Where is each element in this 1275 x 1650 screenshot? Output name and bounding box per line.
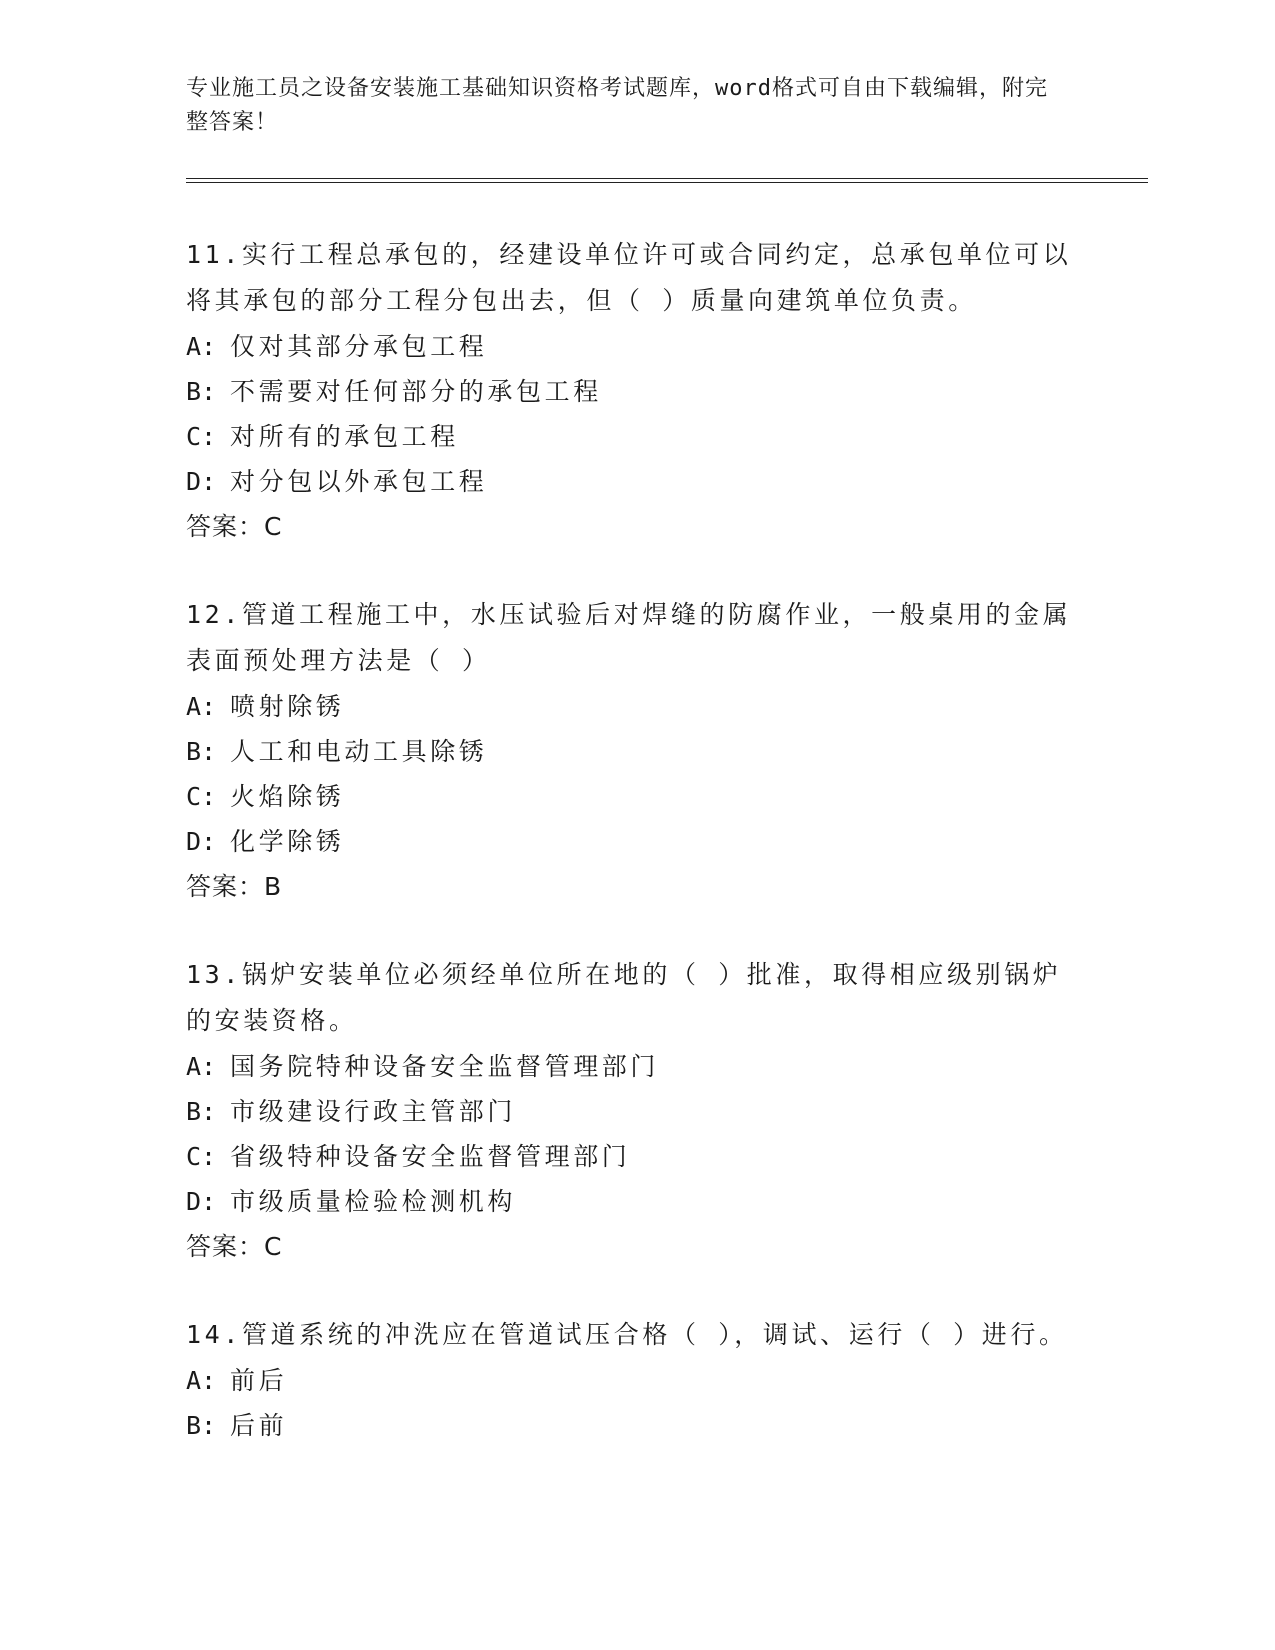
option-a [186, 684, 1086, 729]
option-c [186, 774, 1086, 819]
option-text: 对分包以外承包工程 [230, 467, 488, 496]
option-text: 对所有的承包工程 [230, 422, 459, 451]
option-text: 化学除锈 [230, 827, 345, 856]
option-a [186, 1044, 1086, 1089]
option-text: 后前 [230, 1411, 288, 1440]
option-letter: B: [186, 1411, 217, 1440]
question-13 [186, 952, 1086, 1270]
question-12 [186, 592, 1086, 910]
option-letter: C: [186, 782, 217, 811]
option-letter: B: [186, 737, 217, 766]
option-letter: A: [186, 332, 217, 361]
option-c [186, 1134, 1086, 1179]
option-d [186, 819, 1086, 864]
option-a [186, 1358, 1086, 1403]
option-b [186, 1089, 1086, 1134]
option-letter: C: [186, 1142, 217, 1171]
option-b [186, 1403, 1086, 1448]
answer-line: 答案：B [186, 872, 283, 901]
option-text: 仅对其部分承包工程 [230, 332, 488, 361]
document-header: 专业施工员之设备安装施工基础知识资格考试题库，word格式可自由下载编辑，附完整答案！ [186, 76, 1048, 135]
option-d [186, 1179, 1086, 1224]
header-double-rule [186, 178, 1148, 183]
question-14 [186, 1312, 1086, 1448]
option-text: 市级建设行政主管部门 [230, 1097, 517, 1126]
question-stem: 14.管道系统的冲洗应在管道试压合格（ ），调试、运行（ ）进行。 [186, 1320, 1068, 1349]
answer-line: 答案：C [186, 512, 283, 541]
option-text: 前后 [230, 1366, 288, 1395]
question-stem: 12.管道工程施工中，水压试验后对焊缝的防腐作业，一般桌用的金属表面预处理方法是（ ） [186, 600, 1072, 675]
option-text: 省级特种设备安全监督管理部门 [230, 1142, 631, 1171]
option-text: 喷射除锈 [230, 692, 345, 721]
option-letter: D: [186, 827, 217, 856]
option-letter: A: [186, 1052, 217, 1081]
option-text: 人工和电动工具除锈 [230, 737, 488, 766]
option-b [186, 369, 1086, 414]
option-letter: A: [186, 1366, 217, 1395]
answer-line: 答案：C [186, 1232, 283, 1261]
option-text: 火焰除锈 [230, 782, 345, 811]
option-c [186, 414, 1086, 459]
option-b [186, 729, 1086, 774]
question-11 [186, 232, 1086, 550]
question-stem: 11.实行工程总承包的，经建设单位许可或合同约定，总承包单位可以将其承包的部分工程分包出去，但（ ）质量向建筑单位负责。 [186, 240, 1072, 315]
option-text: 不需要对任何部分的承包工程 [230, 377, 602, 406]
option-a [186, 324, 1086, 369]
option-letter: B: [186, 377, 217, 406]
question-list [186, 232, 1086, 1490]
option-letter: A: [186, 692, 217, 721]
option-letter: B: [186, 1097, 217, 1126]
question-stem: 13.锅炉安装单位必须经单位所在地的（ ）批准，取得相应级别锅炉的安装资格。 [186, 960, 1062, 1035]
option-text: 市级质量检验检测机构 [230, 1187, 517, 1216]
option-letter: D: [186, 1187, 217, 1216]
option-text: 国务院特种设备安全监督管理部门 [230, 1052, 660, 1081]
option-letter: C: [186, 422, 217, 451]
option-d [186, 459, 1086, 504]
option-letter: D: [186, 467, 217, 496]
